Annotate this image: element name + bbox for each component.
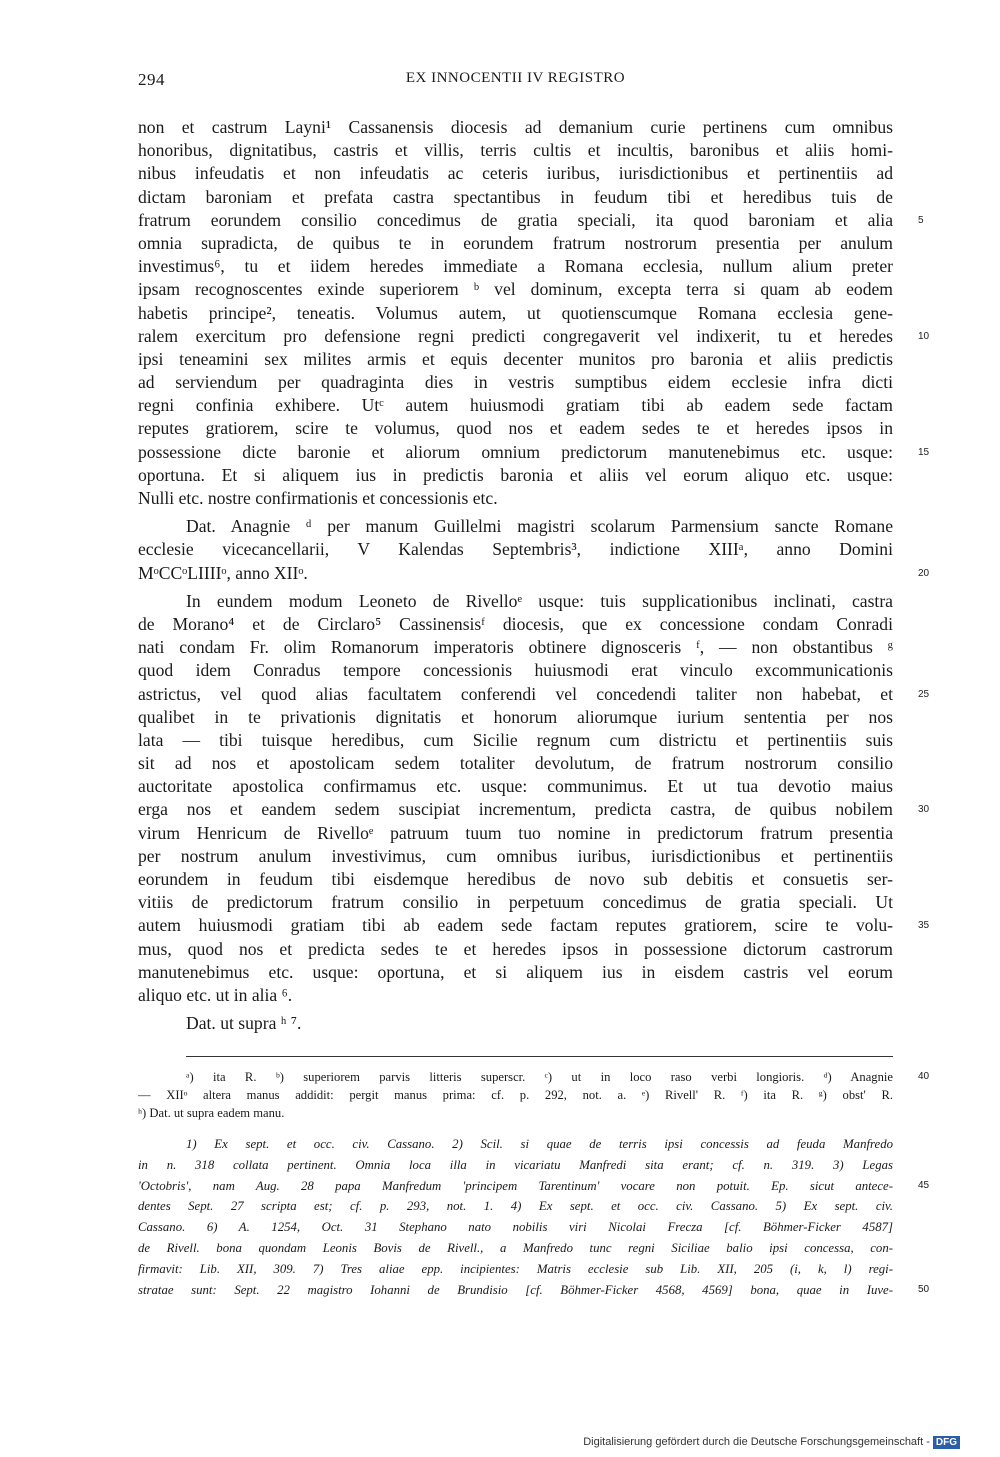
text-line-text: regni confinia exhibere. Utᶜ autem huiusmodi gratiam tibi ab eadem sede factam xyxy=(138,395,893,416)
text-line-text: oportuna. Et si aliquem ius in predictis baronia et aliis vel eorum aliquo etc. usque: xyxy=(138,464,893,485)
commentary-line-text: de Rivell. bona quondam Leonis Bovis de Rivell., a Manfredo tunc regni Siciliae balio ipsi concessa, con- xyxy=(138,1240,893,1255)
text-line-text: honoribus, dignitatibus, castris et villis, terris cultis et incultis, baronibus et aliis homi- xyxy=(138,140,893,161)
text-line-text: ecclesie vicecancellarii, V Kalendas Septembris³, indictione XIIIᵃ, anno Domini xyxy=(138,539,893,560)
line-number: 45 xyxy=(918,1179,930,1191)
text-line xyxy=(138,845,893,868)
text-line xyxy=(138,232,893,255)
page-number: 294 xyxy=(138,70,165,89)
line-number: 10 xyxy=(918,330,930,342)
text-line xyxy=(138,116,893,139)
text-line-text: per nostrum anulum investivimus, cum omnibus iuribus, iurisdictionibus et pertinentiis xyxy=(138,845,893,866)
text-line xyxy=(138,515,893,538)
text-line xyxy=(138,325,930,348)
commentary-line xyxy=(138,1217,893,1238)
text-line-text: ad serviendum per quadraginta dies in vestris sumptibus eidem ecclesie infra dicti xyxy=(138,372,893,393)
text-line xyxy=(138,538,893,561)
text-line-text: eorundem in feudum tibi eisdemque heredibus de novo sub debitis et consuetis ser- xyxy=(138,869,893,889)
text-line xyxy=(138,822,893,845)
commentary-line xyxy=(138,1134,893,1155)
text-line xyxy=(138,729,893,752)
apparatus-line xyxy=(138,1068,930,1086)
text-line xyxy=(138,278,893,301)
text-line-text: ipsi teneamini sex milites armis et equis decenter munitos pro baronia et aliis predictis xyxy=(138,348,893,369)
text-line xyxy=(138,417,893,440)
main-text xyxy=(138,116,930,1035)
text-line-text: Dat. ut supra ʰ ⁷. xyxy=(186,1013,302,1034)
text-line xyxy=(138,562,930,585)
commentary-line xyxy=(138,1155,893,1176)
text-line-text: sit ad nos et apostolicam sedem totaliter devolutum, de fratrum nostrorum consilio xyxy=(138,753,893,774)
footnote-divider xyxy=(186,1056,893,1057)
text-line xyxy=(138,752,893,775)
text-line-text: reputes gratiorem, scire te volumus, quod nos et eadem sedes te et heredes ipsos in xyxy=(138,418,893,439)
line-number: 30 xyxy=(918,804,930,816)
text-line xyxy=(138,209,924,232)
text-line xyxy=(138,961,893,984)
text-line xyxy=(138,683,930,706)
text-line xyxy=(138,659,893,682)
text-line-text: In eundem modum Leoneto de Rivelloᵉ usque: tuis supplicationibus inclinati, castra xyxy=(186,590,893,611)
text-line xyxy=(138,613,893,636)
text-line-text: astrictus, vel quod alias facultatem conferendi vel concedendi taliter non habebat, et xyxy=(138,683,893,704)
text-line xyxy=(138,938,893,961)
digitization-credit xyxy=(583,1436,960,1449)
commentary-line xyxy=(138,1280,930,1301)
text-line-text: erga nos et eandem sedem suscipiat incrementum, predicta castra, de quibus nobilem xyxy=(138,799,893,820)
text-line-text: Nulli etc. nostre confirmationis et concessionis etc. xyxy=(138,488,498,508)
commentary-line-text: Cassano. 6) A. 1254, Oct. 31 Stephano nato nobilis viri Nicolai Frecza [cf. Böhmer-Ficker 4587] xyxy=(138,1220,893,1235)
running-title: EX INNOCENTII IV REGISTRO xyxy=(405,70,626,86)
commentary-line-text: stratae sunt: Sept. 22 magistro Iohanni de Brundisio [cf. Böhmer-Ficker 4568, 4569] bona, quae in Iuve- xyxy=(138,1282,893,1297)
text-line xyxy=(138,487,893,510)
commentary-line-text: dentes Sept. 27 scripta est; cf. p. 293, not. 1. 4) Ex sept. et occ. civ. Cassano. 5) Ex sept. civ. xyxy=(138,1199,893,1214)
dfg-logo: DFG xyxy=(933,1436,960,1449)
text-line xyxy=(138,891,893,914)
text-line-text: mus, quod nos et predicta sedes te et heredes ipsos in possessione dictorum castrorum xyxy=(138,938,893,959)
text-line-text: virum Henricum de Rivelloᵉ patruum tuum tuo nomine in predictorum fratrum presentia xyxy=(138,822,893,843)
commentary-line xyxy=(138,1196,893,1217)
text-line-text: dictam baroniam et prefata castra spectantibus in feudum tibi et heredibus tuis de xyxy=(138,186,893,207)
text-line-text: lata — tibi tuisque heredibus, cum Sicilie regnum cum districtu et pertinentiis suis xyxy=(138,729,893,750)
credit-text: Digitalisierung gefördert durch die Deutsche Forschungsgemeinschaft - xyxy=(583,1436,930,1448)
text-line-text: aliquo etc. ut in alia ⁶. xyxy=(138,984,293,1005)
commentary-notes xyxy=(138,1134,930,1300)
text-line-text: fratrum eorundem consilio concedimus de gratia speciali, ita quod baroniam et alia xyxy=(138,209,893,230)
apparatus-line-text: — XIIᵒ altera manus addidit: pergit manus prima: cf. p. 292, not. a. ᵉ) Rivell' R. ᶠ) ita R. ᵍ) obst' R. xyxy=(138,1088,893,1102)
text-line-text: ralem exercitum pro defensione regni predicti congregaverit vel indixerit, tu et heredes xyxy=(138,325,893,346)
text-line-text: nibus infeudatis et non infeudatis ac ceteris iuribus, iurisdictionibus et pertinentiis ad xyxy=(138,163,893,184)
text-line xyxy=(138,394,893,417)
text-line-text: manutenebimus etc. usque: oportuna, et si aliquem ius in eisdem castris vel eorum xyxy=(138,961,893,982)
text-line-text: habetis principe², teneatis. Volumus autem, ut quotienscumque Romana ecclesia gene- xyxy=(138,302,893,323)
text-line xyxy=(138,914,930,937)
text-line-text: Dat. Anagnie ᵈ per manum Guillelmi magistri scolarum Parmensium sancte Romane xyxy=(186,516,893,537)
commentary-line-text: 'Octobris', nam Aug. 28 papa Manfredum 'principem Tarentinum' vocare non potuit. Ep. sicut antece- xyxy=(138,1178,893,1193)
line-number: 5 xyxy=(918,214,924,226)
commentary-line-text: 1) Ex sept. et occ. civ. Cassano. 2) Scil. si quae de terris ipsi concessis ad feuda Manfredo xyxy=(186,1137,893,1151)
text-line-text: non et castrum Layni¹ Cassanensis diocesis ad demanium curie pertinens cum omnibus xyxy=(138,117,893,137)
text-line-text: autem huiusmodi gratiam tibi ab eadem sede factam reputes gratiorem, scire te volu- xyxy=(138,915,893,936)
commentary-line xyxy=(138,1238,893,1259)
text-line xyxy=(138,706,893,729)
text-line-text: nati condam Fr. olim Romanorum imperatoris obtinere dignosceris ᶠ, — non obstantibus ᵍ xyxy=(138,637,893,658)
text-line xyxy=(138,441,930,464)
line-number: 35 xyxy=(918,920,930,932)
text-line xyxy=(138,348,893,371)
text-line xyxy=(138,371,893,394)
text-line xyxy=(138,186,893,209)
commentary-line xyxy=(138,1176,930,1197)
text-line-text: MᵒCCᵒLIIIIᵒ, anno XIIᵒ. xyxy=(138,562,308,583)
apparatus-line xyxy=(138,1086,893,1104)
apparatus-line-text: ᵃ) ita R. ᵇ) superiorem parvis litteris superscr. ᶜ) ut in loco raso verbi longioris. ᵈ) Anagnie xyxy=(186,1070,893,1084)
text-line xyxy=(138,139,893,162)
text-line xyxy=(138,255,893,278)
commentary-line xyxy=(138,1259,893,1280)
apparatus-line xyxy=(138,1104,893,1122)
apparatus-line-text: ʰ) Dat. ut supra eadem manu. xyxy=(138,1106,285,1120)
text-line-text: possessione dicte baronie et aliorum omnium predictorum manutenebimus etc. usque: xyxy=(138,441,893,462)
critical-apparatus xyxy=(138,1068,930,1122)
text-line xyxy=(138,984,893,1007)
text-line-text: investimus⁶, tu et iidem heredes immediate a Romana ecclesia, nullum alium preter xyxy=(138,256,893,277)
text-line xyxy=(138,775,893,798)
line-number: 15 xyxy=(918,446,930,458)
commentary-line-text: in n. 318 collata pertinent. Omnia loca illa in vicariatu Manfredi sita erant; cf. n. 319. 3) Legas xyxy=(138,1157,893,1172)
text-line xyxy=(138,868,893,891)
text-line xyxy=(138,636,893,659)
text-line-text: quod idem Conradus tempore concessionis huiusmodi erat vinculo excommunicationis xyxy=(138,660,893,681)
text-line-text: qualibet in te privationis dignitatis et honorum aliorumque iurium sententia per nos xyxy=(138,706,893,727)
text-line-text: de Morano⁴ et de Circlaro⁵ Cassinensisᶠ diocesis, que ex concessione condam Conradi xyxy=(138,613,893,634)
text-line xyxy=(138,798,930,821)
commentary-line-text: firmavit: Lib. XII, 309. 7) Tres aliae epp. incipientes: Matris ecclesie sub Lib. XII, 205 (i, k, l) regi- xyxy=(138,1261,893,1276)
text-line-text: omnia supradicta, de quibus te in eorundem fratrum nostrorum presentia per anulum xyxy=(138,232,893,253)
text-line xyxy=(138,464,893,487)
running-header xyxy=(138,70,893,100)
text-line xyxy=(138,1012,893,1035)
text-line xyxy=(138,302,893,325)
text-line-text: auctoritate apostolica confirmamus etc. usque: communimus. Et ut tua devotio maius xyxy=(138,776,893,797)
line-number: 25 xyxy=(918,688,930,700)
text-line xyxy=(138,162,893,185)
text-line-text: vitiis de predictorum fratrum consilio in perpetuum concedimus de gratia speciali. Ut xyxy=(138,892,893,913)
line-number: 20 xyxy=(918,567,930,579)
line-number: 40 xyxy=(918,1071,930,1082)
text-line xyxy=(138,590,893,613)
line-number: 50 xyxy=(918,1283,930,1295)
text-line-text: ipsam recognoscentes exinde superiorem ᵇ vel dominum, excepta terra si quam ab eodem xyxy=(138,279,893,300)
